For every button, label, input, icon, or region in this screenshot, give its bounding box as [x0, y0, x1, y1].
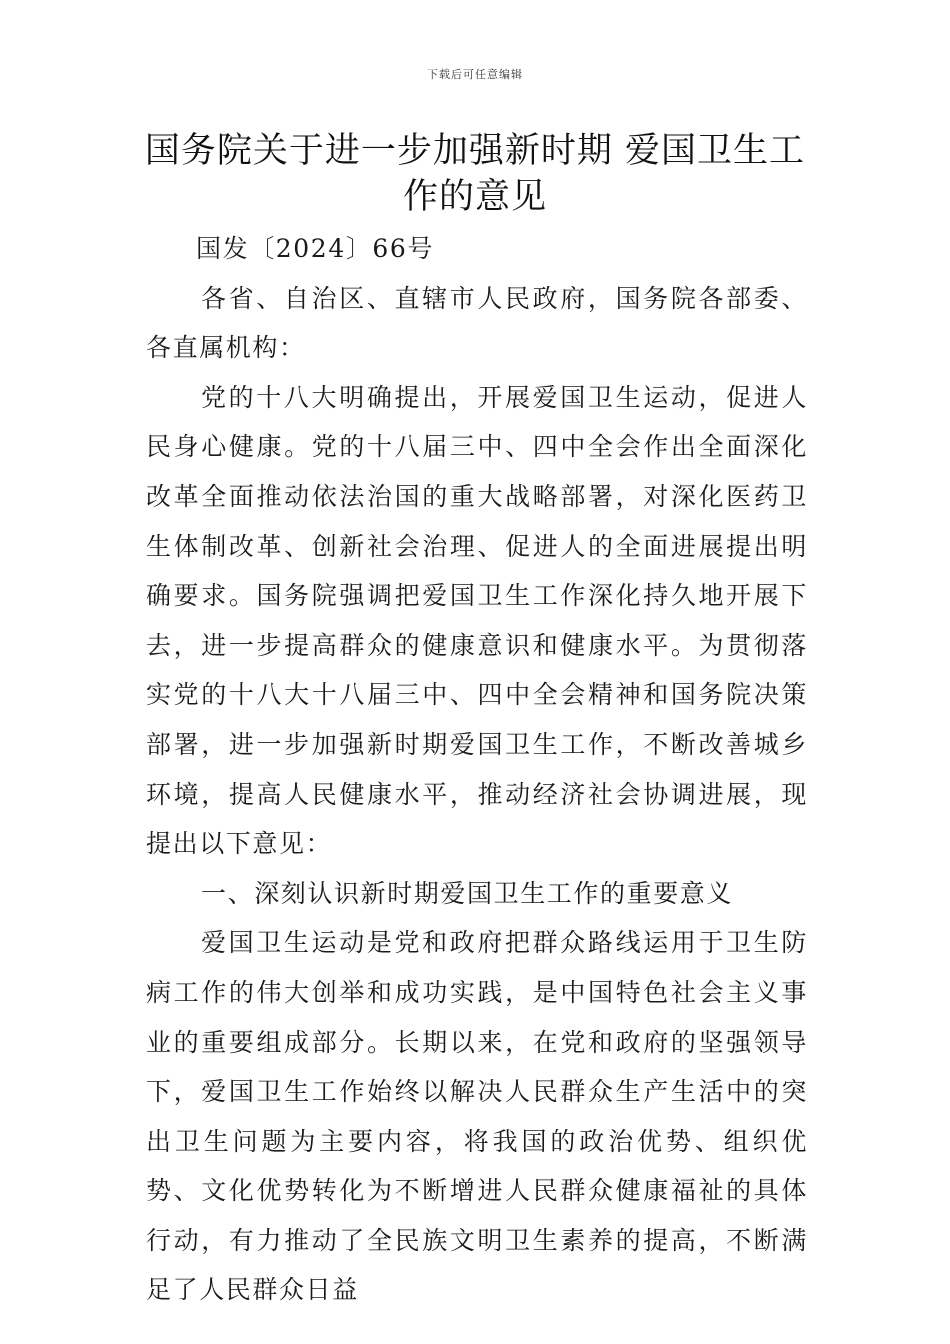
section-paragraph: 爱国卫生运动是党和政府把群众路线运用于卫生防病工作的伟大创举和成功实践，是中国特色社会主义事业的重要组成部分。长期以来，在党和政府的坚强领导下，爱国卫生工作始终以解决人民群众生产生活中的突出卫生问题为主要内容，将我国的政治优势、组织优势、文化优势转化为不断增进人民群众健康福祉的具体行动，有力推动了全民族文明卫生素养的提高，不断满足了人民群众日益 [146, 928, 808, 1305]
document-body [146, 224, 808, 1315]
header-note: 下载后可任意编辑 [427, 68, 523, 81]
intro-paragraph: 党的十八大明确提出，开展爱国卫生运动，促进人民身心健康。党的十八届三中、四中全会作出全面深化改革全面推动依法治国的重大战略部署，对深化医药卫生体制改革、创新社会治理、促进人的全面进展提出明确要求。国务院强调把爱国卫生工作深化持久地开展下去，进一步提高群众的健康意识和健康水平。为贯彻落实党的十八大十八届三中、四中全会精神和国务院决策部署，进一步加强新时期爱国卫生工作，不断改善城乡环境，提高人民健康水平，推动经济社会协调进展，现提出以下意见： [146, 382, 808, 859]
document-title: 国务院关于进一步加强新时期 爱国卫生工作的意见 [144, 131, 806, 217]
salutation-paragraph: 各省、自治区、直辖市人民政府，国务院各部委、各直属机构： [146, 283, 808, 363]
section-heading: 一、深刻认识新时期爱国卫生工作的重要意义 [201, 878, 734, 908]
document-number: 国发〔2024〕66号 [196, 234, 435, 263]
